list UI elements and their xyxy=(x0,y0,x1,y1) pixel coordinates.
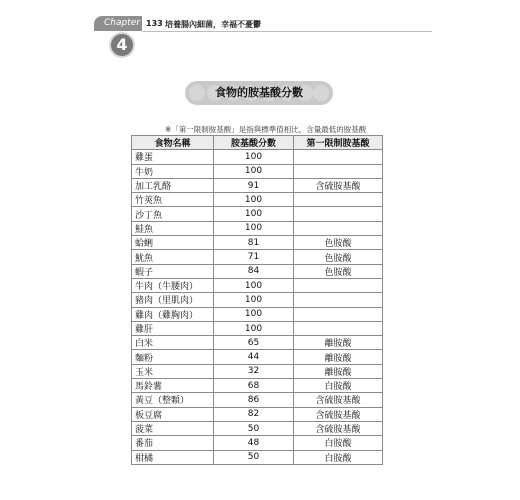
score-cell: 86 xyxy=(214,393,294,407)
limiting-acid-cell xyxy=(294,150,383,164)
table-row xyxy=(132,407,383,421)
table-row xyxy=(132,164,383,178)
table-row xyxy=(132,193,383,207)
limiting-acid-cell: 離胺酸 xyxy=(294,364,383,378)
table-row xyxy=(132,336,383,350)
score-cell: 100 xyxy=(214,293,294,307)
food-name-cell: 玉米 xyxy=(132,364,214,378)
section-title: 食物的胺基酸分數 xyxy=(215,86,303,99)
limiting-acid-cell: 色胺酸 xyxy=(294,236,383,250)
table-row xyxy=(132,293,383,307)
table-row xyxy=(132,436,383,450)
score-cell: 65 xyxy=(214,336,294,350)
limiting-acid-cell: 色胺酸 xyxy=(294,250,383,264)
food-name-cell: 馬鈴薯 xyxy=(132,379,214,393)
food-name-cell: 白米 xyxy=(132,336,214,350)
score-cell: 81 xyxy=(214,236,294,250)
column-header-score: 胺基酸分數 xyxy=(214,136,294,150)
food-name-cell: 雞肝 xyxy=(132,321,214,335)
score-cell: 100 xyxy=(214,307,294,321)
running-title: 培養腸內細菌，幸福不憂鬱 xyxy=(165,20,261,29)
score-cell: 44 xyxy=(214,350,294,364)
food-name-cell: 沙丁魚 xyxy=(132,207,214,221)
limiting-acid-cell: 離胺酸 xyxy=(294,336,383,350)
food-name-cell: 竹莢魚 xyxy=(132,193,214,207)
limiting-acid-cell xyxy=(294,221,383,235)
limiting-acid-cell xyxy=(294,207,383,221)
table-row xyxy=(132,379,383,393)
food-name-cell: 加工乳酪 xyxy=(132,178,214,192)
table-row xyxy=(132,236,383,250)
table-row xyxy=(132,450,383,464)
chapter-label: Chapter xyxy=(104,18,140,28)
section-banner xyxy=(185,81,333,105)
limiting-acid-cell: 含硫胺基酸 xyxy=(294,421,383,435)
table-row xyxy=(132,264,383,278)
table-row xyxy=(132,350,383,364)
table-row xyxy=(132,150,383,164)
table-row xyxy=(132,278,383,292)
limiting-acid-cell: 含硫胺基酸 xyxy=(294,407,383,421)
food-name-cell: 黃豆（整顆） xyxy=(132,393,214,407)
score-cell: 32 xyxy=(214,364,294,378)
limiting-acid-cell xyxy=(294,278,383,292)
table-note: ※「第一限制胺基酸」是指與標準值相比，含量最低的胺基酸 xyxy=(165,125,367,134)
limiting-acid-cell xyxy=(294,164,383,178)
table-row xyxy=(132,250,383,264)
food-name-cell: 魷魚 xyxy=(132,250,214,264)
table-row xyxy=(132,221,383,235)
limiting-acid-cell: 離胺酸 xyxy=(294,350,383,364)
food-name-cell: 菠菜 xyxy=(132,421,214,435)
limiting-acid-cell xyxy=(294,307,383,321)
food-name-cell: 番茄 xyxy=(132,436,214,450)
score-cell: 50 xyxy=(214,450,294,464)
table-row xyxy=(132,307,383,321)
limiting-acid-cell: 含硫胺基酸 xyxy=(294,393,383,407)
limiting-acid-cell: 白胺酸 xyxy=(294,450,383,464)
table-row xyxy=(132,421,383,435)
score-cell: 100 xyxy=(214,164,294,178)
food-name-cell: 豬肉（里肌肉） xyxy=(132,293,214,307)
score-cell: 48 xyxy=(214,436,294,450)
score-cell: 68 xyxy=(214,379,294,393)
table-header-row xyxy=(132,136,383,150)
food-name-cell: 蝦子 xyxy=(132,264,214,278)
limiting-acid-cell: 白胺酸 xyxy=(294,379,383,393)
limiting-acid-cell: 白胺酸 xyxy=(294,436,383,450)
limiting-acid-cell xyxy=(294,193,383,207)
table-row xyxy=(132,207,383,221)
score-cell: 100 xyxy=(214,207,294,221)
header-rule xyxy=(142,31,432,32)
score-cell: 100 xyxy=(214,321,294,335)
table-row xyxy=(132,321,383,335)
column-header-limiting: 第一限制胺基酸 xyxy=(294,136,383,150)
limiting-acid-cell xyxy=(294,293,383,307)
chapter-number: 4 xyxy=(109,32,135,58)
table-row xyxy=(132,178,383,192)
food-name-cell: 麵粉 xyxy=(132,350,214,364)
column-header-food: 食物名稱 xyxy=(132,136,214,150)
score-cell: 100 xyxy=(214,193,294,207)
score-cell: 84 xyxy=(214,264,294,278)
food-name-cell: 鮭魚 xyxy=(132,221,214,235)
food-name-cell: 柑橘 xyxy=(132,450,214,464)
food-name-cell: 雞蛋 xyxy=(132,150,214,164)
limiting-acid-cell: 色胺酸 xyxy=(294,264,383,278)
score-cell: 71 xyxy=(214,250,294,264)
food-name-cell: 牛肉（牛腰肉） xyxy=(132,278,214,292)
score-cell: 50 xyxy=(214,421,294,435)
food-name-cell: 牛奶 xyxy=(132,164,214,178)
food-name-cell: 蛤蜊 xyxy=(132,236,214,250)
score-cell: 82 xyxy=(214,407,294,421)
page-number: 133 xyxy=(146,19,163,28)
score-cell: 91 xyxy=(214,178,294,192)
limiting-acid-cell xyxy=(294,321,383,335)
food-name-cell: 雞肉（雞胸肉） xyxy=(132,307,214,321)
table-row xyxy=(132,364,383,378)
score-cell: 100 xyxy=(214,150,294,164)
amino-acid-table xyxy=(131,135,383,465)
score-cell: 100 xyxy=(214,278,294,292)
limiting-acid-cell: 含硫胺基酸 xyxy=(294,178,383,192)
food-name-cell: 板豆腐 xyxy=(132,407,214,421)
score-cell: 100 xyxy=(214,221,294,235)
table-row xyxy=(132,393,383,407)
